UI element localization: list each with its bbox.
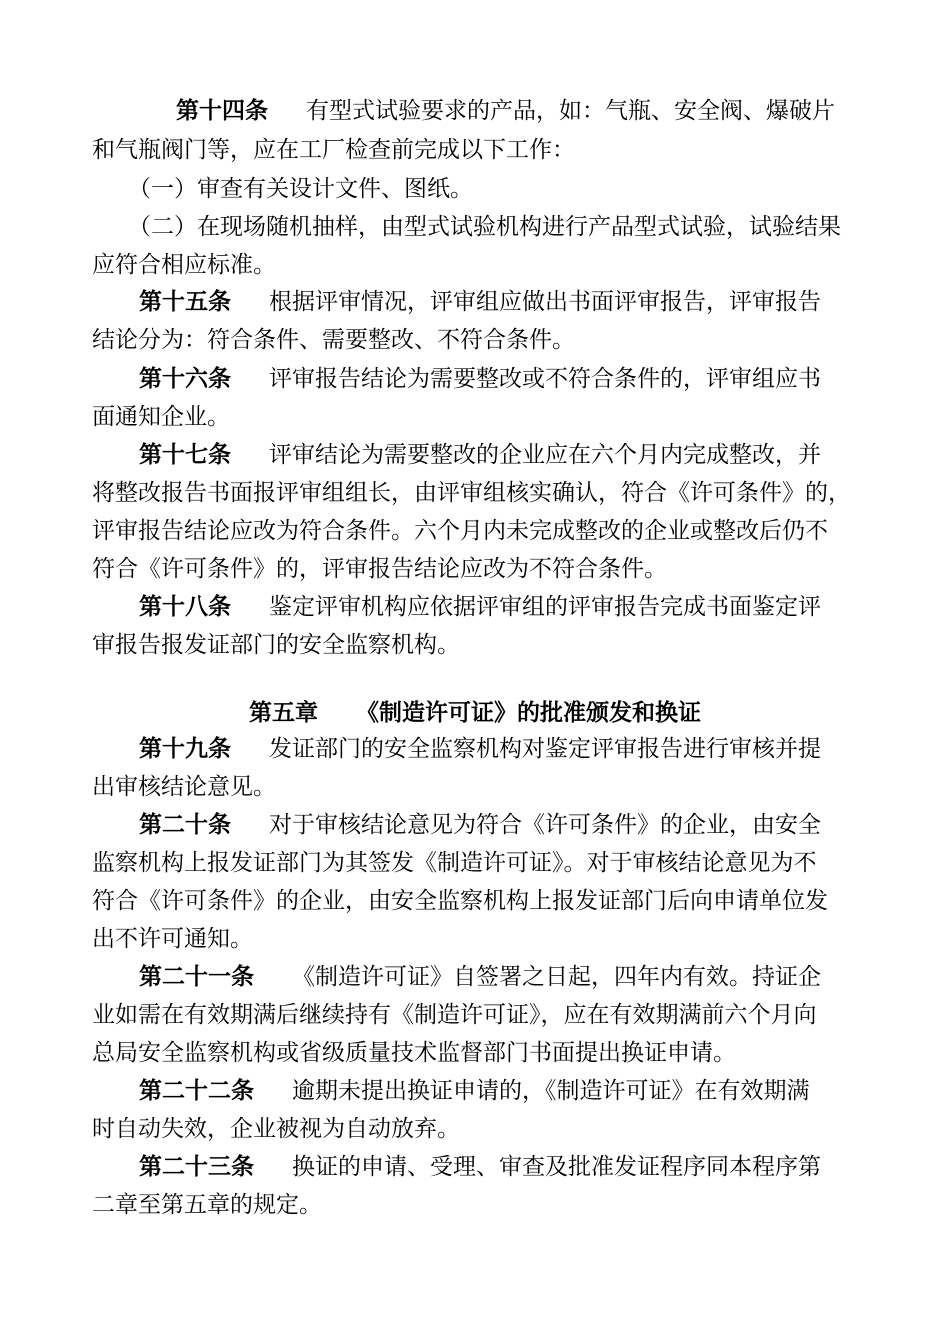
article-17-text-1: 评审结论为需要整改的企业应在六个月内完成整改，并 — [269, 442, 821, 468]
article-14-item-2: （二）在现场随机抽样，由型式试验机构进行产品型式试验，试验结果 — [128, 214, 841, 240]
article-19-line-2: 出审核结论意见。 — [92, 774, 276, 800]
article-21-line-2: 业如需在有效期满后继续持有《制造许可证》，应在有效期满前六个月向 — [92, 1002, 817, 1028]
article-23-line-2: 二章至第五章的规定。 — [92, 1192, 322, 1218]
article-14-item-2-cont: 应符合相应标准。 — [92, 252, 276, 278]
article-15-text-1: 根据评审情况，评审组应做出书面评审报告，评审报告 — [269, 289, 821, 315]
article-17-title: 第十七条 — [139, 442, 231, 468]
article-15-line-2: 结论分为：符合条件、需要整改、不符合条件。 — [92, 327, 575, 353]
article-23-title: 第二十三条 — [139, 1154, 254, 1180]
article-17-line-1 — [139, 440, 821, 470]
article-21-line-3: 总局安全监察机构或省级质量技术监督部门书面提出换证申请。 — [92, 1040, 736, 1066]
article-15-title: 第十五条 — [139, 289, 231, 315]
article-18-title: 第十八条 — [139, 594, 231, 620]
article-22-line-1 — [139, 1076, 810, 1106]
article-16-line-2: 面通知企业。 — [92, 404, 230, 430]
article-17-line-4: 符合《许可条件》的，评审报告结论应改为不符合条件。 — [92, 556, 667, 582]
article-19-title: 第十九条 — [139, 736, 231, 762]
article-14-title: 第十四条 — [176, 98, 268, 124]
article-16-line-1 — [139, 364, 821, 394]
article-17-line-2: 将整改报告书面报评审组组长，由评审组核实确认，符合《许可条件》的， — [92, 480, 851, 506]
article-15-line-1 — [139, 287, 821, 317]
article-18-line-1 — [139, 592, 821, 622]
article-14-line-2: 和气瓶阀门等，应在工厂检查前完成以下工作： — [92, 137, 575, 163]
article-14-line-1 — [176, 96, 835, 126]
article-16-text-1: 评审报告结论为需要整改或不符合条件的，评审组应书 — [269, 366, 821, 392]
article-16-title: 第十六条 — [139, 366, 231, 392]
article-21-title: 第二十一条 — [139, 964, 254, 990]
article-18-text-1: 鉴定评审机构应依据评审组的评审报告完成书面鉴定评 — [269, 594, 821, 620]
article-21-line-1 — [139, 962, 821, 992]
article-14-text-1: 有型式试验要求的产品，如：气瓶、安全阀、爆破片 — [306, 98, 835, 124]
chapter-5-label: 第五章 — [249, 700, 318, 726]
article-20-text-1: 对于审核结论意见为符合《许可条件》的企业，由安全 — [269, 812, 821, 838]
article-22-text-1: 逾期未提出换证申请的，《制造许可证》在有效期满 — [292, 1078, 810, 1104]
article-22-line-2: 时自动失效，企业被视为自动放弃。 — [92, 1116, 460, 1142]
article-18-line-2: 审报告报发证部门的安全监察机构。 — [92, 632, 460, 658]
chapter-5-title: 《制造许可证》的批准颁发和换证 — [356, 700, 701, 726]
article-20-line-1 — [139, 810, 821, 840]
article-20-title: 第二十条 — [139, 812, 231, 838]
article-17-line-3: 评审报告结论应改为符合条件。六个月内未完成整改的企业或整改后仍不 — [92, 518, 828, 544]
article-21-text-1: 《制造许可证》自签署之日起，四年内有效。持证企 — [292, 964, 821, 990]
article-20-line-4: 出不许可通知。 — [92, 926, 253, 952]
article-14-item-1: （一）审查有关设计文件、图纸。 — [128, 176, 473, 202]
article-20-line-3: 符合《许可条件》的企业，由安全监察机构上报发证部门后向申请单位发 — [92, 888, 828, 914]
article-19-line-1 — [139, 734, 821, 764]
article-20-line-2: 监察机构上报发证部门为其签发《制造许可证》。对于审核结论意见为不 — [92, 850, 817, 876]
article-19-text-1: 发证部门的安全监察机构对鉴定评审报告进行审核并提 — [269, 736, 821, 762]
article-23-text-1: 换证的申请、受理、审查及批准发证程序同本程序第 — [292, 1154, 821, 1180]
article-23-line-1 — [139, 1152, 821, 1182]
article-22-title: 第二十二条 — [139, 1078, 254, 1104]
chapter-5-heading — [0, 698, 950, 728]
